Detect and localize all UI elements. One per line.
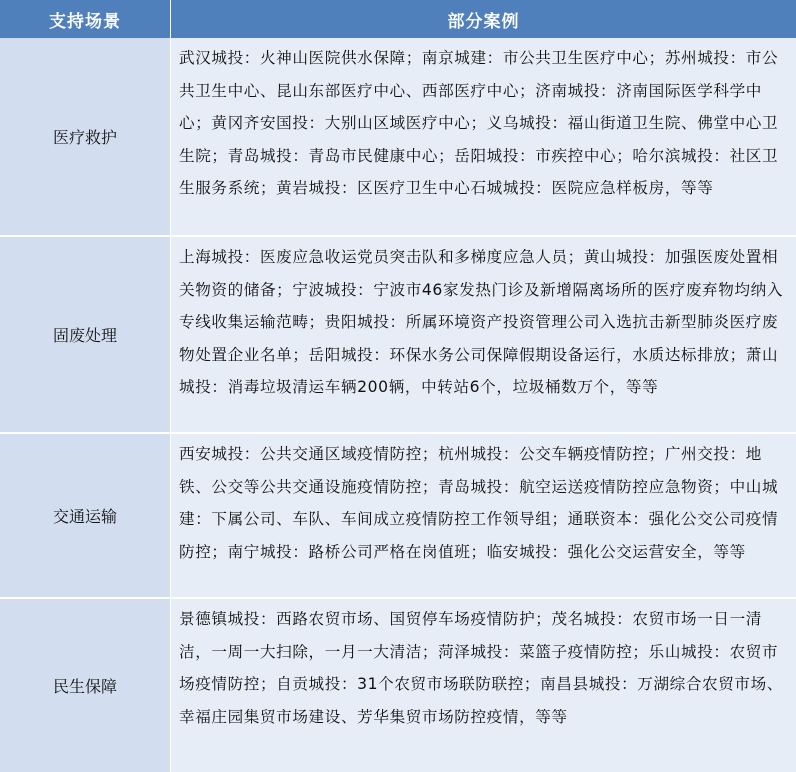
row-cases: 西安城投：公共交通区域疫情防控；杭州城投：公交车辆疫情防控；广州交投：地铁、公交等公共交通设施疫情防控；青岛城投：航空运送疫情防控应急物资；中山城建：下属公司、车队、车间成立疫情防控工作领导组；通联资本：强化公交公司疫情防控；南宁城投：路桥公司严格在岗值班；临安城投：强化公交运营安全，等等 bbox=[171, 434, 796, 597]
table-row-transport bbox=[0, 434, 796, 597]
row-category: 交通运输 bbox=[0, 434, 170, 597]
row-category: 医疗救护 bbox=[0, 38, 170, 235]
header-scenario: 支持场景 bbox=[49, 11, 121, 32]
table-row-medical bbox=[0, 38, 796, 235]
row-category: 固废处理 bbox=[0, 237, 170, 432]
row-cases: 武汉城投：火神山医院供水保障；南京城建：市公共卫生医疗中心；苏州城投：市公共卫生中心、昆山东部医疗中心、西部医疗中心；济南城投：济南国际医学科学中心；黄冈齐安国投：大别山区域医疗中心；义乌城投：福山街道卫生院、佛堂中心卫生院；青岛城投：青岛市民健康中心；岳阳城投：市疾控中心；哈尔滨城投：社区卫生服务系统；黄岩城投：区医疗卫生中心石城城投：医院应急样板房，等等 bbox=[171, 38, 796, 235]
table-row-livelihood bbox=[0, 599, 796, 772]
table-row-waste bbox=[0, 237, 796, 432]
table-header bbox=[0, 0, 796, 38]
row-category: 民生保障 bbox=[0, 599, 170, 772]
row-cases: 上海城投：医废应急收运党员突击队和多梯度应急人员；黄山城投：加强医废处置相关物资的储备；宁波城投：宁波市46家发热门诊及新增隔离场所的医疗废弃物均纳入专线收集运输范畴；贵阳城投：所属环境资产投资管理公司入选抗击新型肺炎医疗废物处置企业名单；岳阳城投：环保水务公司保障假期设备运行，水质达标排放；萧山城投：消毒垃圾清运车辆200辆，中转站6个，垃圾桶数万个，等等 bbox=[171, 237, 796, 432]
header-cases: 部分案例 bbox=[447, 11, 520, 32]
row-cases: 景德镇城投：西路农贸市场、国贸停车场疫情防护；茂名城投：农贸市场一日一清洁，一周一大扫除，一月一大清洁；菏泽城投：菜篮子疫情防控；乐山城投：农贸市场疫情防控；自贡城投：31个农贸市场联防联控；南昌县城投：万湖综合农贸市场、幸福庄园集贸市场建设、芳华集贸市场防控疫情，等等 bbox=[171, 599, 796, 772]
